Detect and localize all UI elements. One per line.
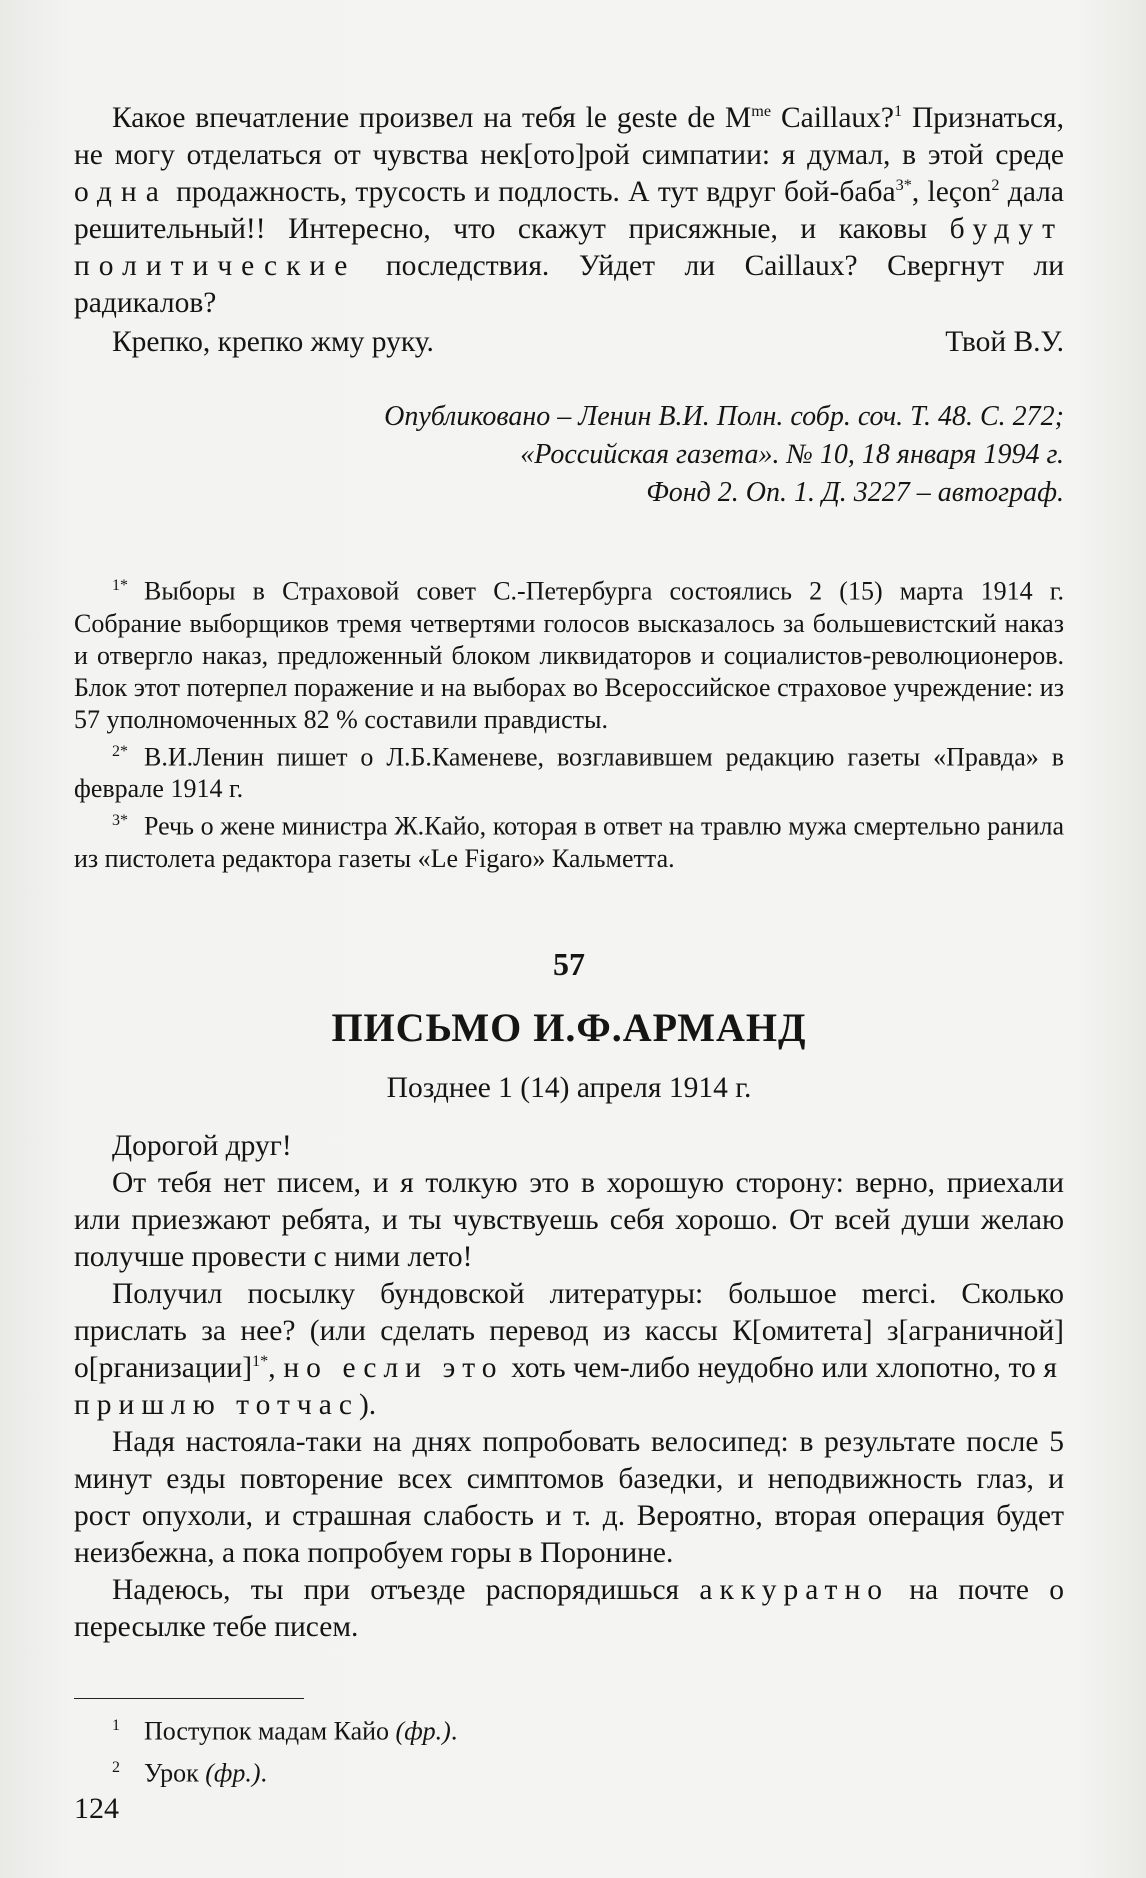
text: Надеюсь, ты при отъезде распорядишься	[112, 1574, 700, 1606]
text: От тебя нет писем, и я толкую это в хорошую сторону: верно, приехали или приезжают ребята, и ты чувствуешь себя хорошо. От всей души желаю получше провести с ними лето!	[74, 1167, 1064, 1273]
source-citation	[74, 398, 1064, 512]
document-title: ПИСЬМО И.Ф.АРМАНД	[331, 1005, 807, 1050]
footnote	[74, 1708, 1064, 1750]
endnote	[74, 570, 1064, 736]
letter-paragraph	[74, 100, 1064, 322]
text: дала решительный!! Интересно, что скажут присяжные, и каковы	[74, 176, 1064, 245]
endnote	[74, 736, 1064, 806]
closing: Крепко, крепко жму руку.	[112, 326, 434, 358]
endnote	[74, 805, 1064, 875]
closing-line	[74, 324, 1064, 361]
footnote-text: Урок	[144, 1758, 206, 1788]
footnote-mark: 2	[112, 1758, 120, 1776]
footnote	[74, 1750, 1064, 1792]
letter-paragraph	[74, 1165, 1064, 1276]
spaced-emphasis: аккуратно	[699, 1574, 889, 1606]
spaced-emphasis: одна	[74, 176, 168, 208]
text: ).	[358, 1389, 377, 1421]
footnote-end: .	[260, 1758, 268, 1788]
endnote-text: Речь о жене министра Ж.Кайо, которая в ответ на травлю мужа смертельно ранила из пистолета редактора газеты «Le Figaro» Кальметта.	[74, 811, 1064, 873]
text: Какое впечатление произвел на тебя le geste de M	[112, 102, 752, 134]
spaced-emphasis: я пришлю тотчас	[74, 1352, 1064, 1421]
footnotes	[74, 1708, 1064, 1791]
signature: Твой В.У.	[945, 326, 1064, 358]
source-line: «Российская газета». № 10, 18 января 1994 г.	[520, 439, 1064, 470]
spaced-emphasis: будут политические	[74, 213, 1064, 282]
endnote-text: Выборы в Страховой совет С.-Петербурга состоялись 2 (15) марта 1914 г. Собрание выборщиков тремя четвертями голосов высказалось за большевистский наказ и отвергло наказ, предложенный блоком ликвидаторов и социалистов-революционеров. Блок этот потерпел поражение и на выборах во Всероссийское страховое учреждение: из 57 уполномоченных 82 % составили правдисты.	[74, 576, 1064, 734]
footnote-ref: 2	[991, 176, 1000, 195]
text: Получил посылку бундовской литературы: большое merci. Сколько прислать за нее? (или сделать перевод из кассы К[омитета] з[аграничной] о[рганизации]	[74, 1278, 1064, 1384]
page-number: 124	[74, 1792, 119, 1825]
text: хоть чем-либо неудобно или хлопотно, то	[503, 1352, 1044, 1384]
endnote-mark: 2*	[112, 742, 128, 760]
document-date: Позднее 1 (14) апреля 1914 г.	[386, 1072, 752, 1104]
greeting: Дорогой друг!	[112, 1130, 292, 1162]
footnote-lang: (фр.)	[395, 1716, 451, 1746]
letter-body	[74, 1128, 1064, 1646]
text: продажность, трусость и подлость. А тут вдруг бой-баба	[167, 176, 896, 208]
spaced-emphasis: но если это	[283, 1352, 504, 1384]
endnote-ref: 3*	[895, 176, 912, 195]
letter-end	[74, 100, 1064, 361]
text: , leçon	[911, 176, 992, 208]
text: последствия. Уйдет ли Caillaux? Свергнут ли радикалов?	[74, 250, 1064, 319]
endnote-text: В.И.Ленин пишет о Л.Б.Каменеве, возглавившем редакцию газеты «Правда» в феврале 1914 г.	[74, 742, 1064, 804]
text: Признаться, не могу отделаться от чувства нек[ото]рой симпатии: я думал, в этой среде	[74, 102, 1064, 171]
document-number: 57	[553, 946, 585, 982]
endnote-mark: 1*	[112, 577, 128, 594]
endnotes	[74, 570, 1064, 875]
footnote-text: Поступок мадам Кайо	[144, 1716, 396, 1746]
superscript: me	[751, 102, 772, 121]
footnote-mark: 1	[112, 1717, 120, 1734]
letter-paragraph	[74, 1276, 1064, 1424]
footnote-end: .	[450, 1716, 458, 1746]
endnote-mark: 3*	[112, 812, 128, 830]
endnote-ref: 1*	[252, 1352, 269, 1371]
source-line: Опубликовано – Ленин В.И. Полн. собр. соч. Т. 48. С. 272;	[384, 401, 1064, 432]
footnote-separator	[74, 1698, 304, 1699]
footnote-ref: 1	[894, 102, 903, 121]
text: на почте о пересылке тебе писем.	[74, 1574, 1064, 1643]
letter-paragraph: Надя настояла-таки на днях попробовать велосипед: в результате после 5 минут езды повторение всех симптомов базедки, и неподвижность глаз, и рост опухоли, и страшная слабость и т. д. Вероятно, вторая операция будет неизбежна, а пока попробуем горы в Поронине.	[74, 1426, 1064, 1569]
letter-paragraph	[74, 1572, 1064, 1646]
source-line: Фонд 2. Оп. 1. Д. 3227 – автограф.	[646, 477, 1064, 508]
footnote-lang: (фр.)	[205, 1758, 261, 1788]
text: Caillaux?	[771, 102, 895, 134]
text: ,	[268, 1352, 284, 1384]
